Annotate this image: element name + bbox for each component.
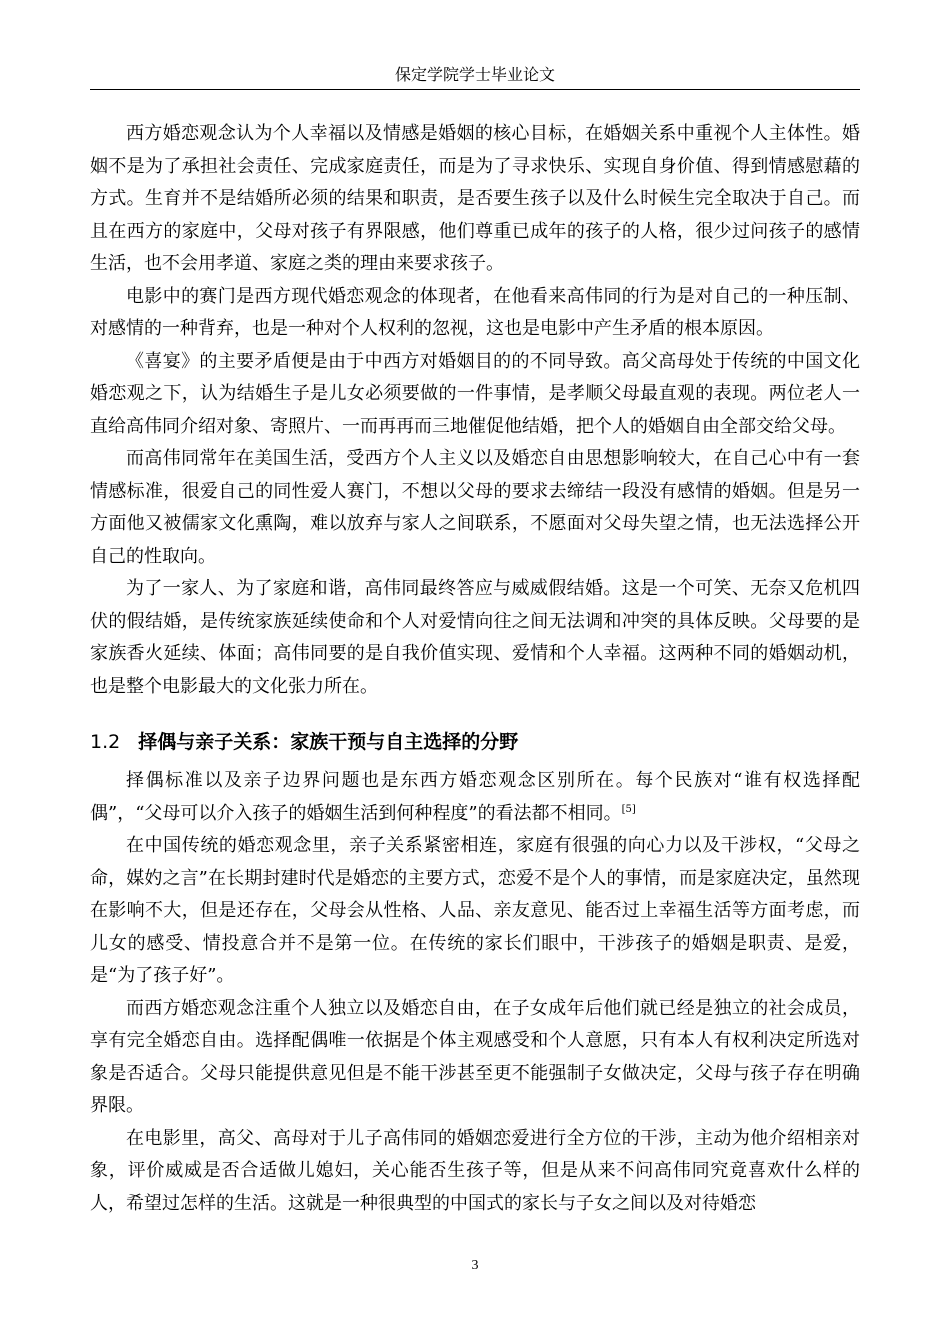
page-header: 保定学院学士毕业论文 xyxy=(394,65,555,84)
header-divider xyxy=(90,89,860,90)
paragraph: 而高伟同常年在美国生活，受西方个人主义以及婚恋自由思想影响较大，在自己心中有一套情感标准，很爱自己的同性爱人赛门，不想以父母的要求去缔结一段没有感情的婚姻。但是另一方面他又被儒家文化熏陶，难以放弃与家人之间联系，不愿面对父母失望之情，也无法选择公开自己的性取向。 xyxy=(90,448,860,567)
section-title: 择偶与亲子关系：家族干预与自主选择的分野 xyxy=(138,731,519,753)
paragraph: 而西方婚恋观念注重个人独立以及婚恋自由，在子女成年后他们就已经是独立的社会成员，享有完全婚恋自由。选择配偶唯一依据是个体主观感受和个人意愿，只有本人有权利决定所选对象是否适合。父母只能提供意见但是不能干涉甚至更不能强制子女做决定，父母与孩子存在明确界限。 xyxy=(90,997,860,1116)
paragraph: 电影中的赛门是西方现代婚恋观念的体现者，在他看来高伟同的行为是对自己的一种压制、对感情的一种背弃，也是一种对个人权利的忽视，这也是电影中产生矛盾的根本原因。 xyxy=(90,285,860,339)
paragraph: 在中国传统的婚恋观念里，亲子关系紧密相连，家庭有很强的向心力以及干涉权，“父母之命，媒妁之言”在长期封建时代是婚恋的主要方式，恋爱不是个人的事情，而是家庭决定，虽然现在影响不大，但是还存在，父母会从性格、人品、亲友意见、能否过上幸福生活等方面考虑，而儿女的感受、情投意合并不是第一位。在传统的家长们眼中，干涉孩子的婚姻是职责、是爱，是“为了孩子好”。 xyxy=(90,835,860,986)
section-heading xyxy=(90,725,860,759)
paragraph: 西方婚恋观念认为个人幸福以及情感是婚姻的核心目标，在婚姻关系中重视个人主体性。婚姻不是为了承担社会责任、完成家庭责任，而是为了寻求快乐、实现自身价值、得到情感慰藉的方式。生育并不是结婚所必须的结果和职责，是否要生孩子以及什么时候生完全取决于自己。而且在西方的家庭中，父母对孩子有界限感，他们尊重已成年的孩子的人格，很少过问孩子的感情生活，也不会用孝道、家庭之类的理由来要求孩子。 xyxy=(90,123,860,274)
paragraph-text: 择偶标准以及亲子边界问题也是东西方婚恋观念区别所在。每个民族对“谁有权选择配偶”，“父母可以介入孩子的婚姻生活到何种程度”的看法都不相同。 xyxy=(90,770,860,824)
section-number: 1.2 xyxy=(90,731,121,753)
paragraph: 在电影里，高父、高母对于儿子高伟同的婚姻恋爱进行全方位的干涉，主动为他介绍相亲对象，评价威威是否合适做儿媳妇，关心能否生孩子等，但是从来不问高伟同究竟喜欢什么样的人，希望过怎样的生活。这就是一种很典型的中国式的家长与子女之间以及对待婚恋 xyxy=(90,1127,860,1214)
citation-marker: [5] xyxy=(621,803,636,815)
paragraph: 《喜宴》的主要矛盾便是由于中西方对婚姻目的的不同导致。高父高母处于传统的中国文化婚恋观之下，认为结婚生子是儿女必须要做的一件事情，是孝顺父母最直观的表现。两位老人一直给高伟同介绍对象、寄照片、一而再再而三地催促他结婚，把个人的婚姻自由全部交给父母。 xyxy=(90,350,860,437)
document-body xyxy=(90,118,860,1220)
page-number: 3 xyxy=(471,1258,479,1273)
paragraph-with-citation xyxy=(90,765,860,830)
paragraph: 为了一家人、为了家庭和谐，高伟同最终答应与威威假结婚。这是一个可笑、无奈又危机四伏的假结婚，是传统家族延续使命和个人对爱情向往之间无法调和冲突的具体反映。父母要的是家族香火延续、体面；高伟同要的是自我价值实现、爱情和个人幸福。这两种不同的婚姻动机，也是整个电影最大的文化张力所在。 xyxy=(90,578,860,697)
